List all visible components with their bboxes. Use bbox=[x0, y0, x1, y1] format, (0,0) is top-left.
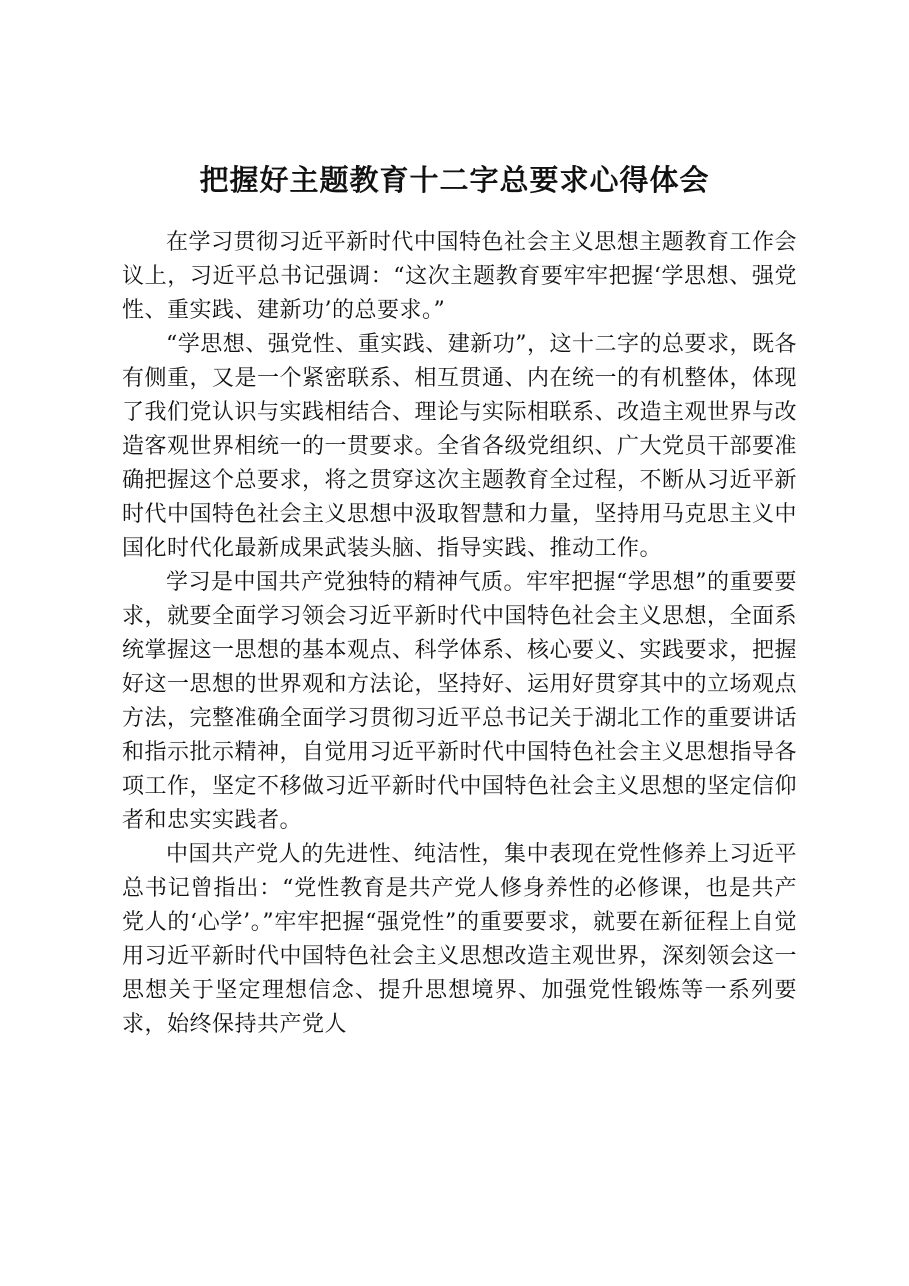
paragraph-3: 学习是中国共产党独特的精神气质。牢牢把握“学思想”的重要要求，就要全面学习领会习近平新时代中国特色社会主义思想，全面系统掌握这一思想的基本观点、科学体系、核心要义、实践要求，把握好这一思想的世界观和方法论，坚持好、运用好贯穿其中的立场观点方法，完整准确全面学习贯彻习近平总书记关于湖北工作的重要讲话和指示批示精神，自觉用习近平新时代中国特色社会主义思想指导各项工作，坚定不移做习近平新时代中国特色社会主义思想的坚定信仰者和忠实实践者。 bbox=[122, 570, 798, 833]
paragraph-1: 在学习贯彻习近平新时代中国特色社会主义思想主题教育工作会议上，习近平总书记强调：“这次主题教育要牢牢把握‘学思想、强党性、重实践、建新功’的总要求。” bbox=[122, 230, 797, 323]
paragraph-2: “学思想、强党性、重实践、建新功”，这十二字的总要求，既各有侧重，又是一个紧密联系、相互贯通、内在统一的有机整体，体现了我们党认识与实践相结合、理论与实际相联系、改造主观世界与改造客观世界相统一的一贯要求。全省各级党组织、广大党员干部要准确把握这个总要求，将之贯穿这次主题教育全过程，不断从习近平新时代中国特色社会主义思想中汲取智慧和力量，坚持用马克思主义中国化时代化最新成果武装头脑、指导实践、推动工作。 bbox=[122, 332, 798, 561]
document-body bbox=[122, 226, 797, 1042]
document-title: 把握好主题教育十二字总要求心得体会 bbox=[199, 163, 710, 197]
paragraph-4: 中国共产党人的先进性、纯洁性，集中表现在党性修养上习近平总书记曾指出：“党性教育是共产党人修身养性的必修课，也是共产党人的‘心学’。”牢牢把握“强党性”的重要要求，就要在新征程上自觉用习近平新时代中国特色社会主义思想改造主观世界，深刻领会这一思想关于坚定理想信念、提升思想境界、加强党性锻炼等一系列要求，始终保持共产党人 bbox=[122, 842, 798, 1037]
